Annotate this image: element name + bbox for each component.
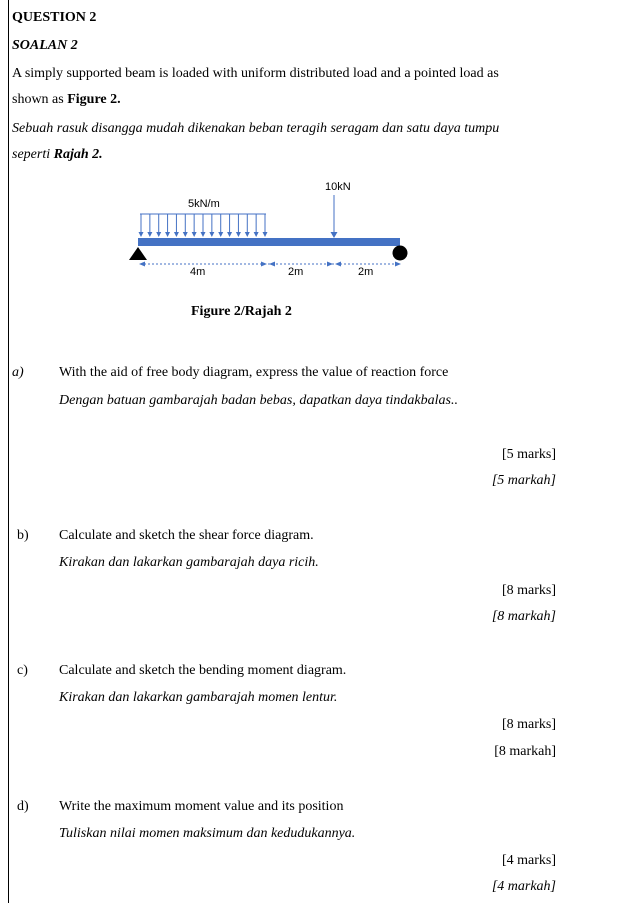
point-load-head (331, 232, 338, 238)
q-b-label: b) (17, 528, 29, 543)
q-c-marks-ms: [8 markah] (494, 744, 556, 759)
point-load-label: 10kN (325, 181, 351, 193)
q-b-ms: Kirakan dan lakarkan gambarajah daya ricih. (59, 555, 319, 570)
dim-label-2m-a: 2m (288, 266, 304, 278)
q-a-marks-ms: [5 markah] (491, 473, 556, 488)
q-a-marks-en: [5 marks] (501, 447, 556, 462)
q-c-ms: Kirakan dan lakarkan gambarajah momen lentur. (59, 690, 338, 705)
intro-en-line2-text: shown as (12, 92, 68, 107)
udl-arrow-head (156, 232, 161, 237)
q-b-en: Calculate and sketch the shear force diagram. (59, 528, 314, 543)
dim-arrow-right (395, 262, 401, 267)
dim-arrow-left (139, 262, 145, 267)
dim-arrow-1b (269, 262, 275, 267)
q-c-marks-en: [8 marks] (501, 717, 556, 732)
udl-load (139, 214, 268, 237)
udl-arrow-head (165, 232, 170, 237)
udl-label: 5kN/m (188, 198, 220, 210)
q-a-en: With the aid of free body diagram, express the value of reaction force (59, 365, 449, 380)
q-d-marks-en: [4 marks] (501, 853, 556, 868)
point-load-arrow (331, 195, 338, 238)
udl-arrow-head (236, 232, 241, 237)
q-c-label: c) (17, 663, 28, 678)
rajah-reference: Rajah 2. (53, 147, 103, 162)
question-heading: QUESTION 2 (12, 10, 97, 25)
beam-diagram (120, 174, 420, 284)
udl-arrow-head (227, 232, 232, 237)
udl-arrow-head (254, 232, 259, 237)
q-c-en: Calculate and sketch the bending moment diagram. (59, 663, 347, 678)
q-b-marks-en: [8 marks] (501, 583, 556, 598)
intro-en-line1: A simply supported beam is loaded with uniform distributed load and a pointed load as (12, 66, 499, 81)
udl-arrow-head (218, 232, 223, 237)
udl-arrows (139, 214, 268, 237)
soalan-heading: SOALAN 2 (12, 38, 78, 53)
dim-arrow-2b (335, 262, 341, 267)
udl-arrow-head (245, 232, 250, 237)
q-d-marks-ms: [4 markah] (491, 879, 556, 894)
q-d-ms: Tuliskan nilai momen maksimum dan kedudukannya. (59, 826, 356, 841)
q-d-label: d) (17, 799, 29, 814)
q-a-ms: Dengan batuan gambarajah badan bebas, dapatkan daya tindakbalas.. (59, 393, 458, 408)
udl-arrow-head (147, 232, 152, 237)
left-margin-line (8, 0, 9, 903)
figure-reference: Figure 2. (67, 92, 121, 107)
udl-arrow-head (209, 232, 214, 237)
intro-ms-line2-text: seperti (12, 147, 54, 162)
q-b-marks-ms: [8 markah] (491, 609, 556, 624)
dim-label-4m: 4m (190, 266, 206, 278)
q-d-en: Write the maximum moment value and its position (59, 799, 344, 814)
udl-arrow-head (192, 232, 197, 237)
intro-ms-line1: Sebuah rasuk disangga mudah dikenakan beban teragih seragam dan satu daya tumpu (12, 121, 500, 136)
beam (138, 238, 400, 246)
pin-support (129, 247, 147, 260)
udl-arrow-head (183, 232, 188, 237)
dim-arrow-2a (327, 262, 333, 267)
roller-support (393, 246, 408, 261)
udl-arrow-head (263, 232, 268, 237)
udl-arrow-head (201, 232, 206, 237)
intro-en-line2 (12, 91, 121, 109)
dim-arrow-1a (261, 262, 267, 267)
figure-caption: Figure 2/Rajah 2 (191, 304, 292, 319)
dim-label-2m-b: 2m (358, 266, 374, 278)
q-a-label: a) (12, 365, 24, 380)
intro-ms-line2 (12, 146, 103, 164)
udl-arrow-head (139, 232, 144, 237)
udl-arrow-head (174, 232, 179, 237)
